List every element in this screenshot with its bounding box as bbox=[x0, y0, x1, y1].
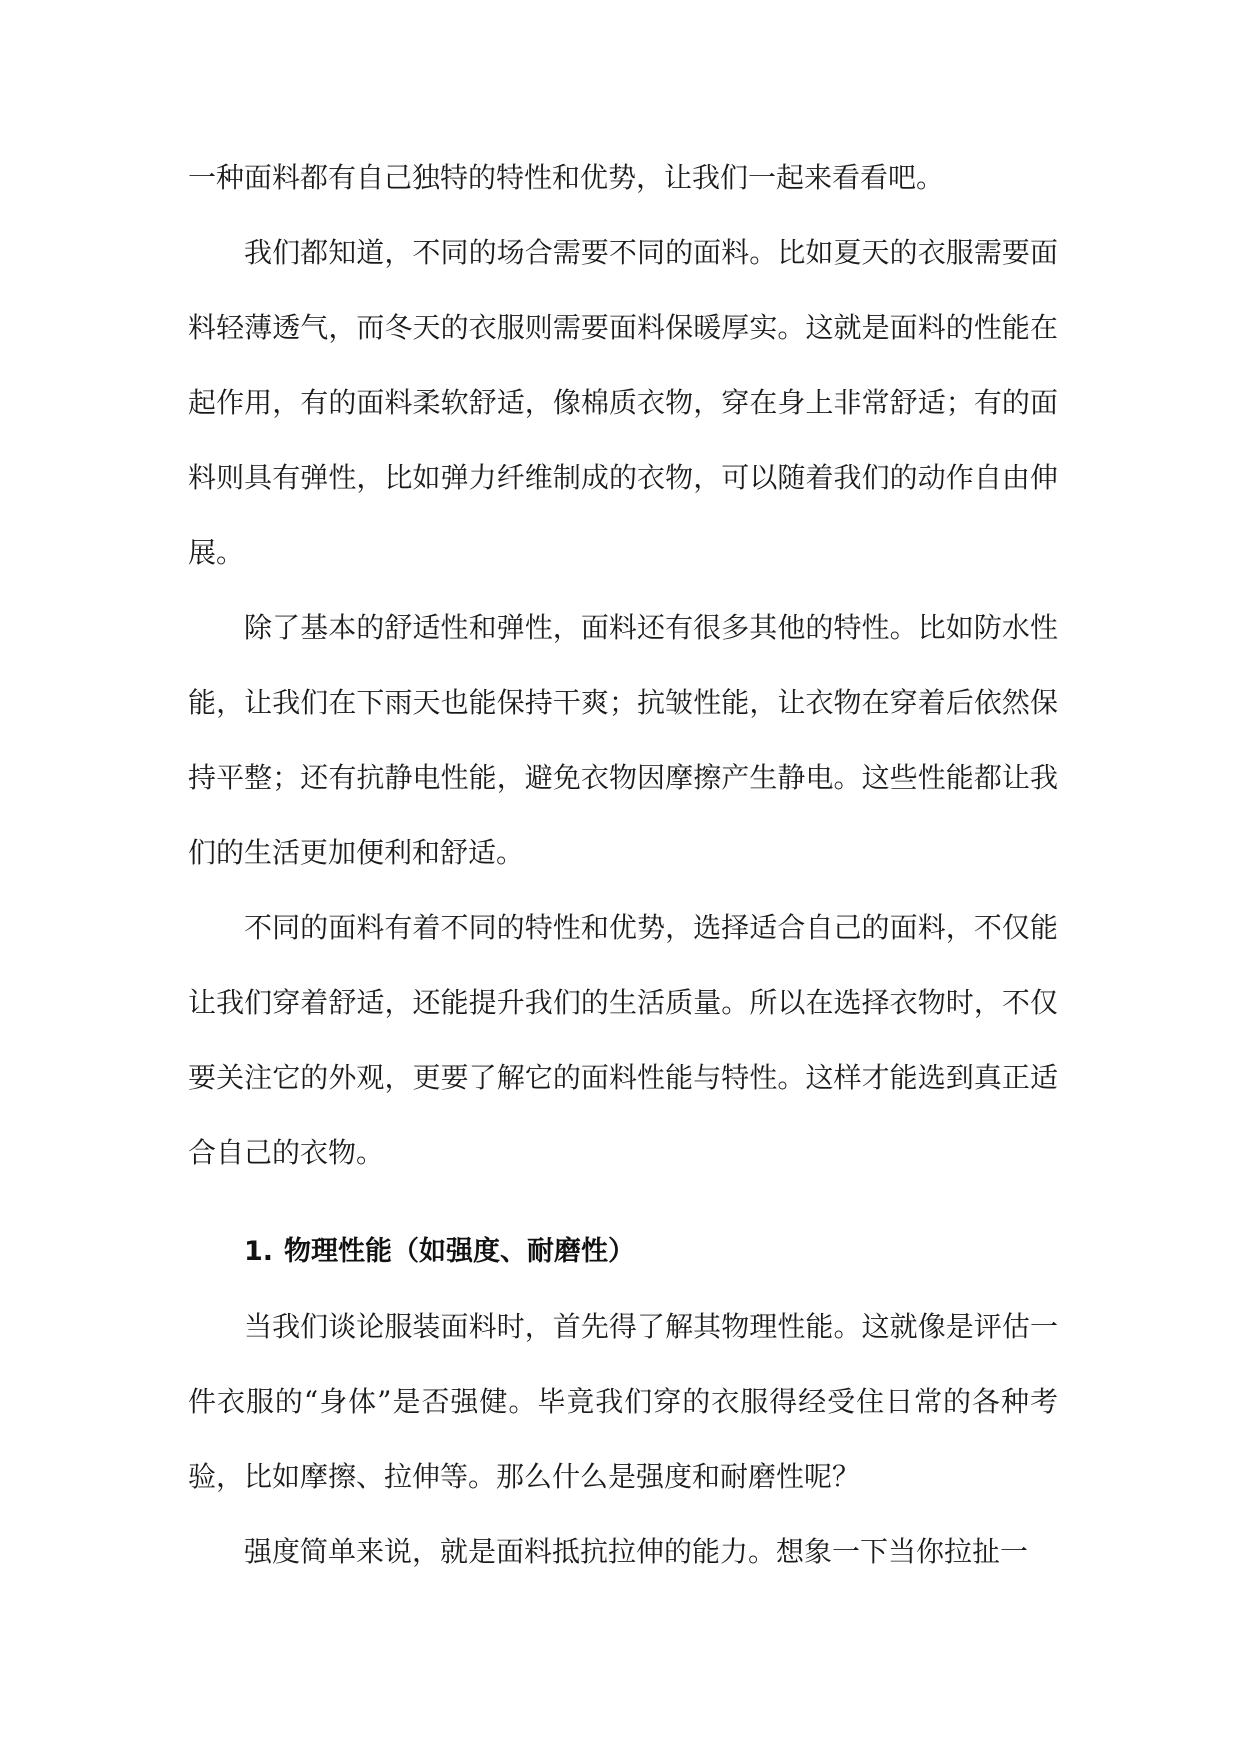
paragraph-choose-fabric: 不同的面料有着不同的特性和优势，选择适合自己的面料，不仅能让我们穿着舒适，还能提升我们的生活质量。所以在选择衣物时，不仅要关注它的外观，更要了解它的面料性能与特性。这样才能选到真正适合自己的衣物。 bbox=[188, 911, 1058, 1169]
paragraph-occasion-fabrics: 我们都知道，不同的场合需要不同的面料。比如夏天的衣服需要面料轻薄透气，而冬天的衣服则需要面料保暖厚实。这就是面料的性能在起作用，有的面料柔软舒适，像棉质衣物，穿在身上非常舒适；有的面料则具有弹性，比如弹力纤维制成的衣物，可以随着我们的动作自由伸展。 bbox=[188, 236, 1058, 569]
paragraph-strength: 强度简单来说，就是面料抵抗拉伸的能力。想象一下当你拉扯一 bbox=[244, 1535, 1029, 1568]
section-title: 物理性能（如强度、耐磨性） bbox=[284, 1236, 635, 1267]
section-heading bbox=[188, 1214, 1058, 1289]
paragraph-physical-performance: 当我们谈论服装面料时，首先得了解其物理性能。这就像是评估一件衣服的“身体”是否强健。毕竟我们穿的衣服得经受住日常的各种考验，比如摩擦、拉伸等。那么什么是强度和耐磨性呢？ bbox=[188, 1310, 1058, 1493]
section-number: 1. bbox=[244, 1236, 274, 1267]
paragraph-continuation: 一种面料都有自己独特的特性和优势，让我们一起来看看吧。 bbox=[188, 161, 945, 194]
paragraph-other-properties: 除了基本的舒适性和弹性，面料还有很多其他的特性。比如防水性能，让我们在下雨天也能保持干爽；抗皱性能，让衣物在穿着后依然保持平整；还有抗静电性能，避免衣物因摩擦产生静电。这些性能都让我们的生活更加便利和舒适。 bbox=[188, 611, 1058, 869]
body-text bbox=[188, 140, 1058, 1589]
